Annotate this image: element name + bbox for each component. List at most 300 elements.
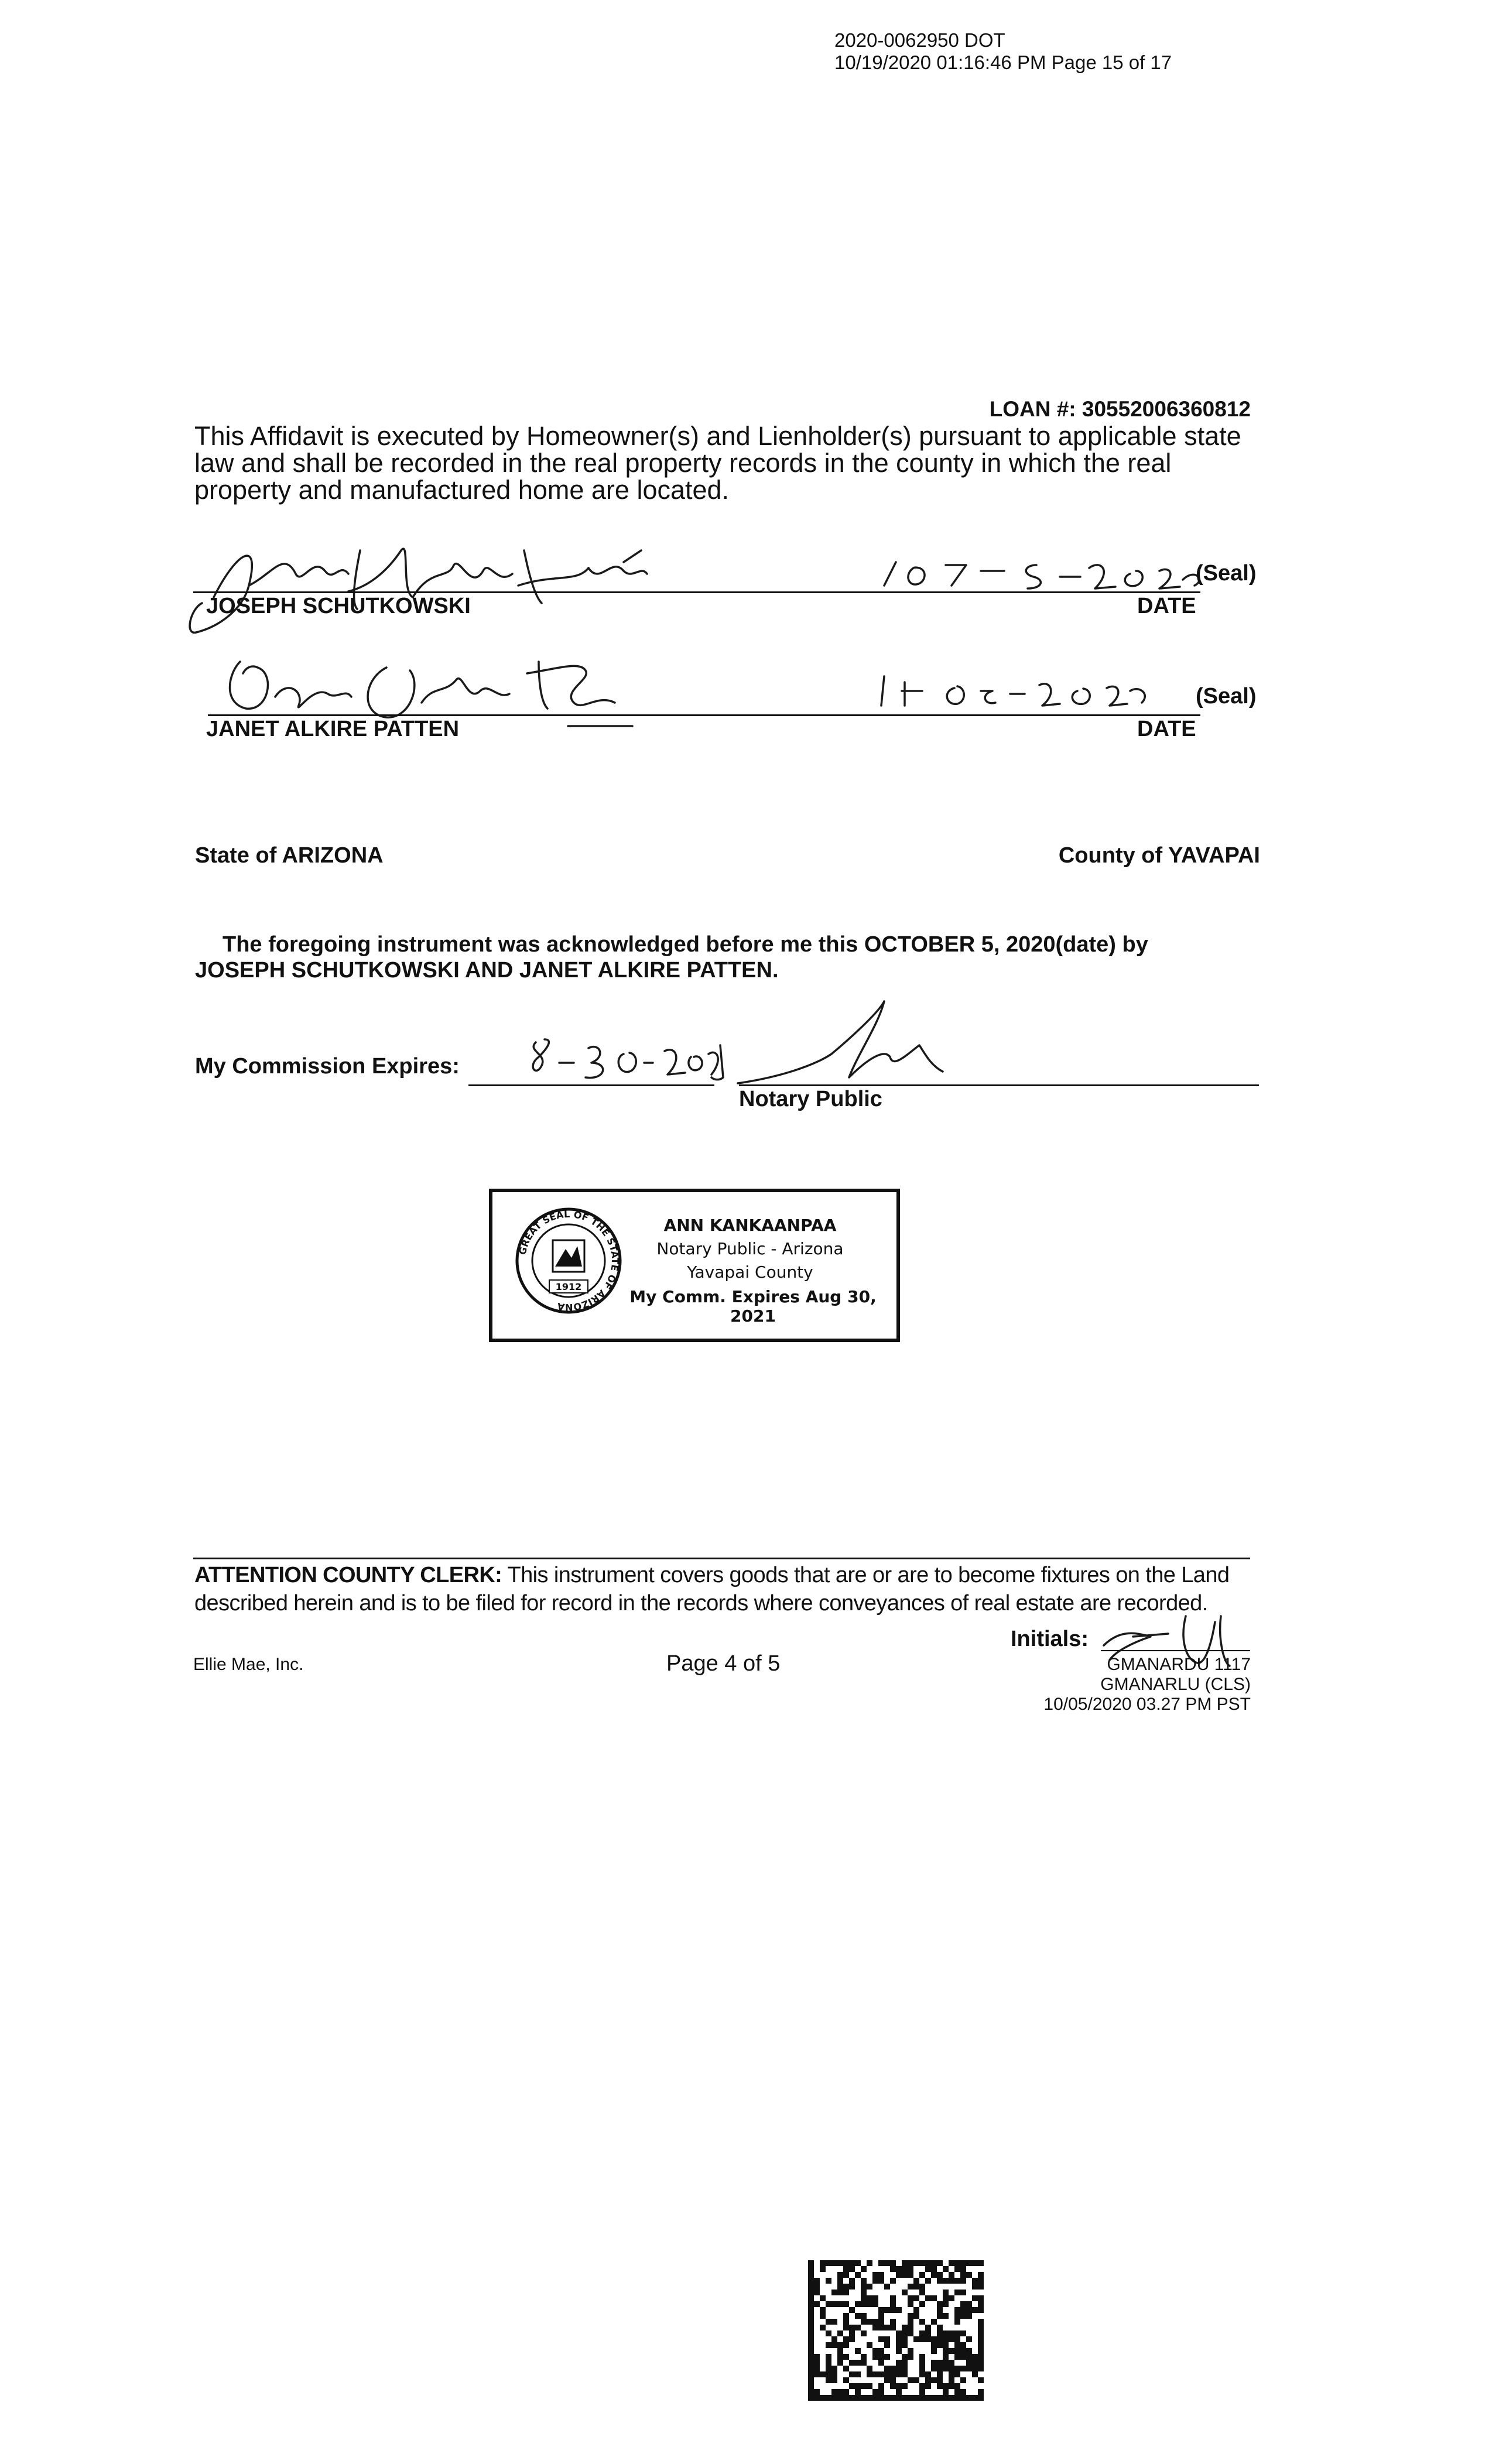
barcode-module (954, 2313, 960, 2319)
barcode-module (861, 2301, 867, 2307)
barcode-module (855, 2371, 861, 2377)
barcode-module (978, 2336, 984, 2342)
barcode-module (902, 2371, 908, 2377)
barcode-module (843, 2290, 849, 2295)
barcode-module (820, 2295, 826, 2301)
barcode-module (913, 2260, 919, 2266)
barcode-module (949, 2377, 954, 2383)
barcode-module (954, 2260, 960, 2266)
barcode-module (861, 2284, 867, 2290)
barcode-module (890, 2278, 896, 2284)
barcode-module (937, 2307, 943, 2313)
barcode-module (867, 2366, 872, 2371)
barcode-module (861, 2395, 867, 2401)
barcode-module (849, 2260, 855, 2266)
barcode-module (843, 2260, 849, 2266)
barcode-module (931, 2377, 937, 2383)
stamp-notary-name: ANN KANKAANPAA (663, 1216, 837, 1235)
barcode-module (855, 2395, 861, 2401)
barcode-module (937, 2325, 943, 2330)
barcode-module (896, 2389, 902, 2395)
barcode-module (878, 2307, 884, 2313)
barcode-module (896, 2307, 902, 2313)
barcode-module (978, 2354, 984, 2360)
barcode-module (820, 2371, 826, 2377)
barcode-module (919, 2284, 925, 2290)
barcode-module (937, 2313, 943, 2319)
barcode-module (837, 2272, 843, 2278)
barcode-module (808, 2325, 814, 2330)
barcode-module (913, 2284, 919, 2290)
barcode-module (954, 2307, 960, 2313)
barcode-module (925, 2371, 931, 2377)
barcode-module (978, 2284, 984, 2290)
barcode-module (831, 2290, 837, 2295)
barcode-module (908, 2260, 913, 2266)
barcode-module (878, 2325, 884, 2330)
barcode-module (919, 2272, 925, 2278)
barcode-module (902, 2366, 908, 2371)
barcode-module (872, 2278, 878, 2284)
barcode-module (808, 2360, 814, 2366)
barcode-module (919, 2290, 925, 2295)
barcode-module (908, 2377, 913, 2383)
signer-name-2: JANET ALKIRE PATTEN (206, 717, 460, 741)
barcode-module (943, 2383, 949, 2389)
barcode-module (878, 2371, 884, 2377)
barcode-module (937, 2371, 943, 2377)
barcode-module (972, 2371, 978, 2377)
barcode-module (943, 2336, 949, 2342)
barcode-module (837, 2278, 843, 2284)
barcode-module (943, 2266, 949, 2272)
barcode-module (814, 2284, 820, 2290)
barcode-module (954, 2319, 960, 2325)
initials-line (1101, 1650, 1250, 1651)
barcode-module (878, 2313, 884, 2319)
barcode-module (949, 2260, 954, 2266)
signer-name-1: JOSEPH SCHUTKOWSKI (206, 594, 471, 618)
barcode-module (837, 2284, 843, 2290)
barcode-module (831, 2301, 837, 2307)
barcode-module (808, 2278, 814, 2284)
barcode-module (949, 2371, 954, 2377)
barcode-module (954, 2354, 960, 2360)
barcode-module (855, 2260, 861, 2266)
barcode-module (843, 2301, 849, 2307)
barcode-module (954, 2383, 960, 2389)
barcode-module (878, 2383, 884, 2389)
barcode-module (931, 2266, 937, 2272)
barcode-module (826, 2260, 831, 2266)
barcode-module (960, 2290, 966, 2295)
barcode-module (902, 2266, 908, 2272)
barcode-module (878, 2319, 884, 2325)
barcode-module (878, 2336, 884, 2342)
barcode-module (943, 2366, 949, 2371)
barcode-module (913, 2295, 919, 2301)
notary-stamp (489, 1189, 900, 1342)
venue-state: State of ARIZONA (195, 843, 384, 868)
barcode-module (867, 2295, 872, 2301)
barcode-module (843, 2366, 849, 2371)
barcode-module (960, 2395, 966, 2401)
barcode-module (808, 2395, 814, 2401)
barcode-module (826, 2354, 831, 2360)
barcode-module (943, 2395, 949, 2401)
generated-timestamp: 10/05/2020 03.27 PM PST (1043, 1695, 1251, 1714)
barcode-module (890, 2307, 896, 2313)
barcode-module (931, 2319, 937, 2325)
barcode-module (960, 2377, 966, 2383)
barcode-module (978, 2377, 984, 2383)
barcode-module (867, 2301, 872, 2307)
barcode-module (972, 2354, 978, 2360)
barcode-module (972, 2278, 978, 2284)
recording-header (834, 29, 1172, 74)
barcode-module (808, 2348, 814, 2354)
barcode-module (943, 2330, 949, 2336)
barcode-module (937, 2377, 943, 2383)
barcode-module (843, 2313, 849, 2319)
barcode-module (937, 2342, 943, 2348)
barcode-module (884, 2377, 890, 2383)
barcode-module (884, 2371, 890, 2377)
barcode-module (919, 2383, 925, 2389)
barcode-module (954, 2342, 960, 2348)
barcode-module (960, 2301, 966, 2307)
barcode-module (919, 2354, 925, 2360)
barcode-module (884, 2260, 890, 2266)
date-label-2: DATE (1137, 717, 1196, 741)
barcode-module (820, 2325, 826, 2330)
barcode-module (943, 2290, 949, 2295)
barcode-module (943, 2301, 949, 2307)
barcode-module (896, 2330, 902, 2336)
barcode-module (919, 2371, 925, 2377)
barcode-module (884, 2284, 890, 2290)
barcode-module (814, 2395, 820, 2401)
barcode-module (978, 2272, 984, 2278)
barcode-module (878, 2278, 884, 2284)
attention-label: ATTENTION COUNTY CLERK: (194, 1563, 502, 1587)
barcode-module (837, 2330, 843, 2336)
barcode-module (826, 2360, 831, 2366)
barcode-module (896, 2342, 902, 2348)
barcode-module (978, 2342, 984, 2348)
barcode-module (931, 2295, 937, 2301)
barcode-module (884, 2336, 890, 2342)
barcode-module (814, 2278, 820, 2284)
commission-line (468, 1084, 714, 1086)
barcode-module (855, 2348, 861, 2354)
barcode-module (826, 2395, 831, 2401)
barcode-module (925, 2395, 931, 2401)
barcode-module (919, 2260, 925, 2266)
barcode-module (861, 2313, 867, 2319)
barcode-module (954, 2389, 960, 2395)
barcode-module (931, 2260, 937, 2266)
barcode-module (960, 2260, 966, 2266)
barcode-module (931, 2336, 937, 2342)
barcode-module (919, 2389, 925, 2395)
handwritten-commission-date (524, 1031, 735, 1089)
barcode-module (949, 2272, 954, 2278)
barcode-module (872, 2395, 878, 2401)
barcode-module (949, 2278, 954, 2284)
barcode-module (831, 2377, 837, 2383)
barcode-module (878, 2348, 884, 2354)
barcode-module (954, 2371, 960, 2377)
barcode-module (831, 2366, 837, 2371)
barcode-module (966, 2307, 972, 2313)
barcode-module (843, 2319, 849, 2325)
barcode-module (820, 2266, 826, 2272)
barcode-module (954, 2278, 960, 2284)
barcode-module (978, 2348, 984, 2354)
barcode-module (826, 2371, 831, 2377)
barcode-module (949, 2366, 954, 2371)
barcode-module (943, 2360, 949, 2366)
barcode-module (884, 2366, 890, 2371)
barcode-module (884, 2342, 890, 2348)
barcode-module (890, 2377, 896, 2383)
barcode-module (949, 2330, 954, 2336)
barcode-module (861, 2360, 867, 2366)
venue-county: County of YAVAPAI (1058, 843, 1260, 868)
barcode-module (949, 2383, 954, 2389)
form-code-1: GMANARDU 1117 (1107, 1655, 1251, 1674)
barcode-module (931, 2342, 937, 2348)
barcode-module (849, 2371, 855, 2377)
barcode-module (890, 2395, 896, 2401)
seal-label-1: (Seal) (1196, 561, 1257, 586)
barcode-module (960, 2366, 966, 2371)
barcode-module (826, 2366, 831, 2371)
barcode-module (902, 2290, 908, 2295)
barcode-module (878, 2272, 884, 2278)
barcode-module (954, 2266, 960, 2272)
barcode-module (849, 2278, 855, 2284)
barcode-module (837, 2260, 843, 2266)
barcode-module (872, 2371, 878, 2377)
barcode-module (867, 2371, 872, 2377)
notary-public-label: Notary Public (739, 1087, 882, 1111)
barcode-module (808, 2319, 814, 2325)
barcode-module (954, 2336, 960, 2342)
barcode-module (937, 2278, 943, 2284)
barcode-module (843, 2266, 849, 2272)
barcode-module (902, 2330, 908, 2336)
barcode-module (878, 2389, 884, 2395)
form-code-2: GMANARLU (CLS) (1100, 1675, 1251, 1694)
barcode-module (831, 2371, 837, 2377)
barcode-module (843, 2336, 849, 2342)
barcode-module (884, 2325, 890, 2330)
barcode-module (826, 2342, 831, 2348)
barcode-module (925, 2278, 931, 2284)
barcode-module (954, 2348, 960, 2354)
seal-ring-text: GREAT SEAL OF THE STATE OF ARIZONA (516, 1208, 621, 1313)
barcode-module (896, 2336, 902, 2342)
notary-signature (732, 990, 943, 1095)
barcode-module (908, 2354, 913, 2360)
barcode-module (908, 2301, 913, 2307)
barcode-module (872, 2272, 878, 2278)
barcode-module (867, 2383, 872, 2389)
barcode-module (943, 2295, 949, 2301)
barcode-module (808, 2342, 814, 2348)
barcode-module (808, 2354, 814, 2360)
barcode-module (872, 2301, 878, 2307)
barcode-module (890, 2366, 896, 2371)
barcode-module (960, 2313, 966, 2319)
barcode-module (931, 2360, 937, 2366)
barcode-module (925, 2266, 931, 2272)
commission-expires-label: My Commission Expires: (195, 1054, 460, 1079)
barcode-module (931, 2366, 937, 2371)
barcode-module (960, 2330, 966, 2336)
barcode-module (978, 2389, 984, 2395)
barcode-module (861, 2319, 867, 2325)
signature-joseph-schutkowski (179, 515, 741, 650)
barcode-module (943, 2389, 949, 2395)
barcode-module (837, 2301, 843, 2307)
barcode-module (831, 2342, 837, 2348)
barcode-module (867, 2342, 872, 2348)
barcode-module (978, 2301, 984, 2307)
barcode-module (861, 2266, 867, 2272)
barcode-module (849, 2336, 855, 2342)
barcode-module (872, 2348, 878, 2354)
barcode-module (896, 2383, 902, 2389)
barcode-module (872, 2319, 878, 2325)
barcode-module (808, 2307, 814, 2313)
barcode-module (972, 2295, 978, 2301)
barcode-module (849, 2330, 855, 2336)
barcode-module (908, 2330, 913, 2336)
barcode-module (855, 2301, 861, 2307)
barcode-module (867, 2395, 872, 2401)
barcode-module (861, 2354, 867, 2360)
barcode-module (831, 2395, 837, 2401)
barcode-module (843, 2284, 849, 2290)
barcode-module (908, 2395, 913, 2401)
barcode-module (878, 2354, 884, 2360)
barcode-module (831, 2260, 837, 2266)
barcode-module (931, 2348, 937, 2354)
barcode-module (902, 2260, 908, 2266)
barcode-module (908, 2284, 913, 2290)
barcode-module (978, 2260, 984, 2266)
barcode-module (861, 2383, 867, 2389)
stamp-title-text: Notary Public - Arizona (656, 1239, 844, 1258)
barcode-module (849, 2383, 855, 2389)
barcode-module (960, 2348, 966, 2354)
barcode-module (808, 2330, 814, 2336)
barcode-module (978, 2278, 984, 2284)
barcode-module (896, 2371, 902, 2377)
barcode-module (972, 2307, 978, 2313)
barcode-module (867, 2319, 872, 2325)
date-label-1: DATE (1137, 594, 1196, 618)
barcode-module (872, 2389, 878, 2395)
barcode-module (837, 2360, 843, 2366)
barcode-module (896, 2272, 902, 2278)
barcode-module (943, 2348, 949, 2354)
barcode-module (890, 2266, 896, 2272)
barcode-module (820, 2260, 826, 2266)
barcode-module (908, 2272, 913, 2278)
barcode-module (978, 2307, 984, 2313)
footer-company: Ellie Mae, Inc. (193, 1655, 304, 1674)
barcode-module (954, 2395, 960, 2401)
barcode-module (843, 2342, 849, 2348)
barcode-module (843, 2395, 849, 2401)
barcode-module (814, 2366, 820, 2371)
barcode-module (960, 2278, 966, 2284)
barcode-module (966, 2354, 972, 2360)
barcode-module (902, 2325, 908, 2330)
barcode-module (861, 2290, 867, 2295)
barcode-module (943, 2278, 949, 2284)
barcode-module (808, 2336, 814, 2342)
barcode-module (837, 2348, 843, 2354)
barcode-module (872, 2295, 878, 2301)
barcode-module (919, 2330, 925, 2336)
barcode-module (966, 2395, 972, 2401)
barcode-module (978, 2319, 984, 2325)
barcode-module (978, 2360, 984, 2366)
attention-divider (193, 1558, 1250, 1559)
document-number: 2020-0062950 DOT (834, 29, 1005, 51)
barcode-module (919, 2360, 925, 2366)
barcode-module (937, 2383, 943, 2389)
barcode-module (960, 2354, 966, 2360)
barcode-module (890, 2301, 896, 2307)
affidavit-paragraph: This Affidavit is executed by Homeowner(s) and Lienholder(s) pursuant to applicable state law and shall be recorded in the real property records in the county in which the real property and manufactured home are located. (194, 421, 1241, 505)
barcode-module (966, 2272, 972, 2278)
barcode-module (884, 2354, 890, 2360)
barcode-module (820, 2307, 826, 2313)
barcode-module (978, 2325, 984, 2330)
barcode-module (867, 2284, 872, 2290)
barcode-module (908, 2295, 913, 2301)
barcode-module (808, 2377, 814, 2383)
barcode-module (861, 2278, 867, 2284)
barcode-module (843, 2354, 849, 2360)
barcode-module (937, 2330, 943, 2336)
barcode-module (814, 2389, 820, 2395)
initials-label: Initials: (1011, 1627, 1089, 1651)
barcode-module (919, 2395, 925, 2401)
barcode-module (849, 2360, 855, 2366)
barcode-module (966, 2366, 972, 2371)
barcode-module (925, 2295, 931, 2301)
barcode-module (937, 2336, 943, 2342)
barcode-module (937, 2301, 943, 2307)
barcode-module (843, 2377, 849, 2383)
barcode-module (878, 2395, 884, 2401)
seal-year: 1912 (555, 1281, 582, 1292)
barcode-module (808, 2272, 814, 2278)
barcode-module (913, 2377, 919, 2383)
barcode-module (949, 2295, 954, 2301)
barcode-module (960, 2307, 966, 2313)
barcode-module (954, 2290, 960, 2295)
barcode-module (814, 2360, 820, 2366)
barcode-module (960, 2266, 966, 2272)
